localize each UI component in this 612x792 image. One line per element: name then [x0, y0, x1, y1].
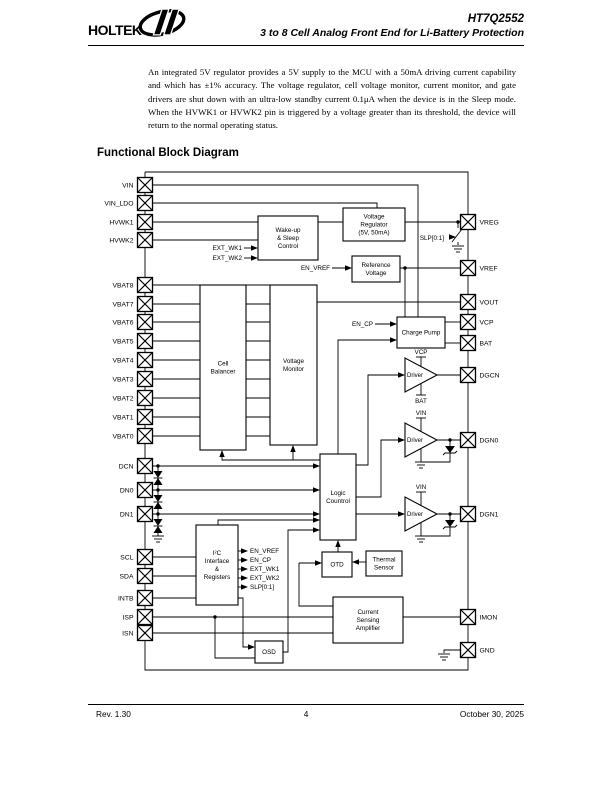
arrowhead	[241, 584, 248, 589]
svg-text:EXT_WK2: EXT_WK2	[212, 255, 242, 262]
pin-SDA	[120, 569, 153, 584]
arrowhead	[248, 644, 255, 649]
arrowhead	[335, 540, 340, 547]
zener-icon	[154, 526, 163, 533]
svg-text:DGCN: DGCN	[479, 372, 500, 380]
svg-text:EN_VREF: EN_VREF	[300, 265, 330, 272]
svg-text:OSD: OSD	[262, 649, 276, 657]
svg-text:Voltage: Voltage	[365, 270, 387, 278]
arrowhead	[313, 511, 320, 516]
svg-text:EXT_WK1: EXT_WK1	[250, 566, 280, 574]
arrowhead	[251, 255, 258, 260]
pin-DN1	[120, 507, 153, 522]
svg-text:Voltage: Voltage	[282, 358, 305, 366]
svg-text:Amplifier: Amplifier	[355, 625, 381, 633]
block-vreg	[343, 208, 405, 241]
svg-text:OTD: OTD	[330, 561, 344, 569]
arrowhead	[251, 245, 258, 250]
block-csa	[333, 597, 403, 643]
zener-icon	[154, 519, 163, 526]
svg-text:SDA: SDA	[119, 573, 134, 581]
wire	[222, 452, 320, 460]
arrowhead	[398, 511, 405, 516]
footer-rule	[88, 704, 524, 705]
zener-icon	[445, 520, 455, 527]
pin-INTB	[118, 591, 152, 606]
svg-text:VREG: VREG	[479, 219, 499, 227]
svg-text:(5V, 50mA): (5V, 50mA)	[358, 229, 390, 237]
dcn-zener-chain	[152, 466, 164, 542]
svg-text:VBAT7: VBAT7	[112, 301, 134, 309]
svg-text:VIN: VIN	[122, 182, 134, 190]
pin-DN0	[120, 483, 153, 498]
arrowhead	[345, 265, 352, 270]
svg-text:EXT_WK1: EXT_WK1	[212, 245, 242, 252]
svg-text:Logic: Logic	[330, 490, 346, 498]
arrowhead	[398, 372, 405, 377]
arrowhead	[313, 527, 320, 532]
arrowhead	[290, 445, 295, 452]
wire	[421, 453, 450, 462]
arrowhead	[352, 559, 359, 564]
arrowhead	[241, 548, 248, 553]
junction-dot	[403, 266, 406, 269]
svg-text:DGN1: DGN1	[479, 511, 499, 519]
pin-VOUT	[461, 295, 499, 310]
svg-text:SLP[0:1]: SLP[0:1]	[250, 584, 275, 592]
svg-text:VBAT2: VBAT2	[112, 395, 134, 403]
block-osd	[255, 641, 283, 663]
arrowhead	[390, 321, 397, 326]
svg-text:VCP: VCP	[479, 319, 494, 327]
pin-VBAT5	[112, 334, 152, 349]
svg-text:Control: Control	[277, 243, 299, 251]
svg-text:VIN: VIN	[415, 410, 427, 417]
zener-icon	[154, 502, 163, 509]
svg-text:Sensing: Sensing	[356, 617, 380, 625]
pin-VBAT6	[112, 315, 152, 330]
svg-text:DN0: DN0	[119, 487, 134, 495]
arrowhead	[219, 450, 224, 457]
arrowhead	[241, 575, 248, 580]
arrowhead	[398, 437, 405, 442]
zener-icon	[154, 471, 163, 478]
pin-VIN_LDO	[104, 196, 152, 211]
svg-text:IMON: IMON	[479, 614, 498, 622]
pin-BAT	[461, 336, 493, 351]
block-wakeup	[258, 216, 318, 260]
doc-subtitle: 3 to 8 Cell Analog Front End for Li-Battery Protection	[260, 27, 524, 39]
pin-IMON	[461, 610, 498, 625]
arrowhead	[313, 487, 320, 492]
svg-text:Countrol: Countrol	[326, 498, 350, 506]
svg-text:VOUT: VOUT	[479, 299, 499, 307]
part-number: HT7Q2552	[467, 13, 524, 25]
pin-VBAT8	[112, 278, 152, 293]
pin-HVWK2	[109, 233, 152, 248]
svg-text:Cell: Cell	[217, 360, 229, 368]
zener-icon	[445, 446, 455, 453]
pin-VIN	[122, 178, 152, 193]
wire	[152, 203, 377, 208]
svg-text:Wake-up: Wake-up	[275, 227, 301, 235]
zener-icon	[154, 495, 163, 502]
svg-text:VBAT6: VBAT6	[112, 319, 134, 327]
svg-text:VBAT4: VBAT4	[112, 357, 134, 365]
svg-text:Regulator: Regulator	[360, 221, 388, 229]
svg-text:VBAT3: VBAT3	[112, 376, 134, 384]
arrowhead	[313, 517, 320, 522]
svg-text:DCN: DCN	[118, 463, 134, 471]
svg-text:VBAT1: VBAT1	[112, 414, 134, 422]
wire	[444, 650, 460, 653]
junction-dot	[456, 220, 459, 223]
wire	[215, 617, 255, 658]
svg-text:VBAT8: VBAT8	[112, 282, 134, 290]
svg-text:INTB: INTB	[118, 595, 134, 603]
holtek-logo-text: HOLTEK	[88, 21, 142, 38]
svg-text:Driver: Driver	[407, 373, 423, 379]
pin-GND	[461, 643, 495, 658]
svg-text:SLP[0:1]: SLP[0:1]	[419, 235, 444, 242]
pin-VCP	[461, 315, 494, 330]
pin-VBAT0	[112, 429, 152, 444]
svg-text:EN_VREF: EN_VREF	[250, 548, 280, 556]
pin-VREF	[461, 261, 498, 276]
pin-DCN	[119, 459, 153, 474]
wire	[218, 520, 317, 525]
svg-text:&: &	[214, 566, 220, 574]
zener-icon	[154, 478, 163, 485]
svg-text:VBAT5: VBAT5	[112, 338, 134, 346]
pin-VBAT4	[112, 353, 152, 368]
svg-text:VREF: VREF	[479, 265, 498, 273]
svg-text:Sensor: Sensor	[374, 564, 394, 572]
svg-text:VCP: VCP	[414, 349, 428, 356]
wire	[283, 530, 317, 652]
pin-VBAT3	[112, 372, 152, 387]
section-title: Functional Block Diagram	[97, 147, 239, 159]
wire	[238, 598, 253, 647]
svg-text:EXT_WK2: EXT_WK2	[250, 575, 280, 583]
svg-text:ISP: ISP	[122, 614, 134, 622]
pin-VREG	[461, 215, 499, 230]
arrowhead	[313, 463, 320, 468]
pin-ISP	[123, 610, 153, 625]
pin-SCL	[120, 550, 152, 565]
gate-drivers	[405, 358, 437, 531]
pin-VBAT2	[112, 391, 152, 406]
pin-HVWK1	[109, 215, 152, 230]
svg-text:ISN: ISN	[122, 630, 134, 638]
svg-text:HVWK2: HVWK2	[109, 237, 134, 245]
pin-VBAT1	[112, 410, 152, 425]
svg-text:I²C: I²C	[212, 550, 222, 558]
wire	[452, 229, 462, 242]
svg-text:Charge Pump: Charge Pump	[401, 329, 441, 337]
pin-ISN	[122, 626, 152, 641]
svg-text:Interface: Interface	[204, 558, 230, 566]
svg-text:EN_CP: EN_CP	[250, 557, 271, 565]
block-i2c	[196, 525, 238, 605]
svg-text:Driver: Driver	[407, 512, 423, 518]
svg-text:VIN_LDO: VIN_LDO	[104, 200, 134, 208]
pin-VBAT7	[112, 297, 152, 312]
svg-text:Current: Current	[357, 609, 379, 617]
svg-text:Voltage: Voltage	[363, 213, 385, 221]
svg-text:GND: GND	[479, 647, 495, 655]
pin-DGCN	[461, 368, 500, 383]
arrowhead	[241, 557, 248, 562]
svg-text:DGN0: DGN0	[479, 437, 499, 445]
block-thermal	[366, 551, 402, 576]
arrowhead	[315, 560, 322, 565]
arrowhead	[390, 337, 397, 342]
svg-text:HVWK1: HVWK1	[109, 219, 134, 227]
wire	[356, 375, 403, 465]
svg-text:Reference: Reference	[361, 262, 391, 270]
svg-text:SCL: SCL	[120, 554, 134, 562]
footer-date: October 30, 2025	[459, 709, 524, 719]
pin-DGN1	[461, 507, 499, 522]
svg-text:Thermal: Thermal	[372, 556, 396, 564]
footer-revision: Rev. 1.30	[96, 709, 131, 719]
block-chargepump	[397, 317, 445, 348]
svg-text:& Sleep: & Sleep	[276, 235, 300, 243]
block-logic	[320, 454, 356, 540]
svg-text:Monitor: Monitor	[283, 366, 304, 374]
pin-DGN0	[461, 433, 499, 448]
svg-text:BAT: BAT	[415, 398, 427, 405]
footer-page-number: 4	[303, 709, 309, 719]
svg-text:VBAT0: VBAT0	[112, 433, 134, 441]
svg-text:DN1: DN1	[119, 511, 134, 519]
junction-dot	[213, 615, 216, 618]
svg-text:Balancer: Balancer	[210, 368, 236, 376]
driver-zeners	[415, 246, 464, 660]
svg-text:Registers: Registers	[203, 574, 231, 582]
wire	[421, 527, 450, 536]
block-vmon	[270, 285, 317, 445]
intro-paragraph: An integrated 5V regulator provides a 5V supply to the MCU with a 50mA driving current capability and which has ±1% accuracy. The voltage regulator, cell voltage monitor, current monitor, and gate drivers are shut down with an ultra-low standby current 0.1μA when the device is in the Sleep mode. When the HVWK1 or HVWK2 pin is triggered by a voltage greater than its threshold, the device will return to the normal operating status.	[148, 67, 516, 131]
wire	[338, 340, 395, 454]
svg-text:EN_CP: EN_CP	[352, 321, 373, 328]
block-refv	[352, 256, 400, 282]
svg-text:Driver: Driver	[407, 438, 423, 444]
block-otd	[322, 552, 352, 577]
wire	[356, 440, 403, 497]
svg-text:BAT: BAT	[479, 340, 493, 348]
svg-text:VIN: VIN	[415, 484, 427, 491]
arrowhead	[241, 566, 248, 571]
block-cellbal	[200, 285, 246, 450]
